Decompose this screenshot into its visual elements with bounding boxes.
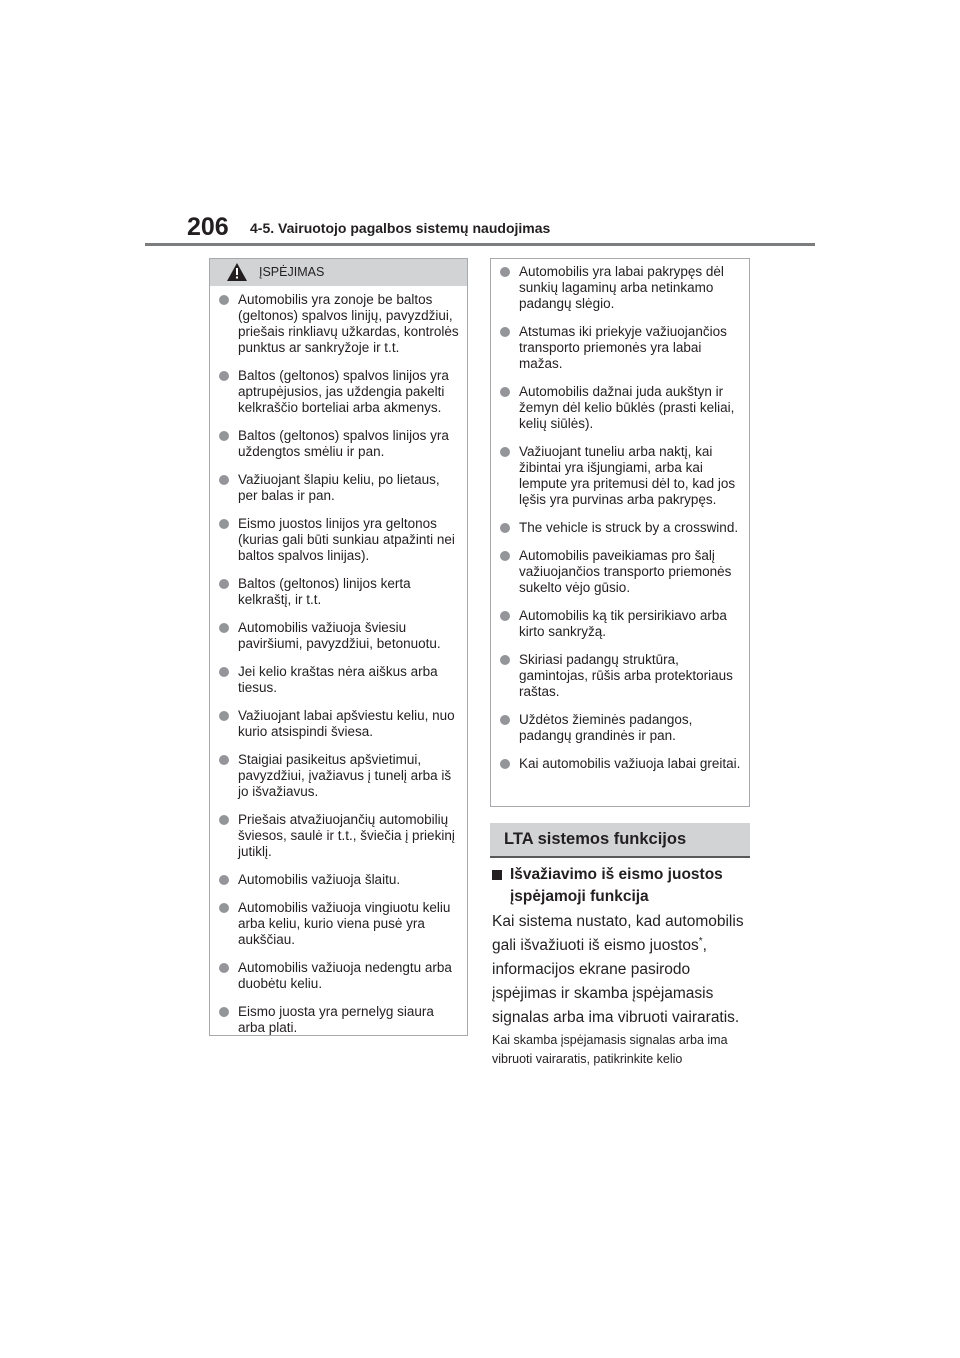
bullet-icon [219, 371, 229, 381]
bullet-icon [219, 755, 229, 765]
bullet-icon [500, 655, 510, 665]
bullet-icon [500, 523, 510, 533]
bullet-icon [500, 327, 510, 337]
bullet-icon [219, 475, 229, 485]
chapter-title: 4-5. Vairuotojo pagalbos sistemų naudojimas [250, 220, 551, 236]
bullet-icon [219, 579, 229, 589]
list-item: Važiuojant šlapiu keliu, po lietaus, per balas ir pan. [219, 472, 459, 504]
list-item: Automobilis yra zonoje be baltos (geltonos) spalvos linijų, pavyzdžiui, priešais rinkliavų užkardas, kontrolės punktus ar sankryžoje ir t.t. [219, 292, 459, 356]
subheading [492, 864, 750, 908]
subheading-text: Išvažiavimo iš eismo juostos įspėjamoji funkcija [510, 866, 723, 905]
list-item: Baltos (geltonos) linijos kerta kelkraštį, ir t.t. [219, 576, 459, 608]
section-header [490, 823, 750, 858]
list-item: Automobilis važiuoja nedengtu arba duobėtu keliu. [219, 960, 459, 992]
warning-header [210, 259, 467, 286]
list-item: Automobilis yra labai pakrypęs dėl sunkių lagaminų arba netinkamo padangų slėgio. [500, 264, 741, 312]
list-item: Automobilis dažnai juda aukštyn ir žemyn dėl kelio būklės (prasti keliai, kelių siūlės). [500, 384, 741, 432]
bullet-icon [219, 623, 229, 633]
bullet-icon [219, 431, 229, 441]
section-title: LTA sistemos funkcijos [504, 830, 687, 848]
list-item: Automobilis važiuoja šviesiu paviršiumi, pavyzdžiui, betonuotu. [219, 620, 459, 652]
list-item: Skiriasi padangų struktūra, gamintojas, rūšis arba protektoriaus raštas. [500, 652, 741, 700]
bullet-icon [500, 715, 510, 725]
list-item: Priešais atvažiuojančių automobilių šviesos, saulė ir t.t., šviečia į priekinį jutiklį. [219, 812, 459, 860]
list-item: Atstumas iki priekyje važiuojančios transporto priemonės yra labai mažas. [500, 324, 741, 372]
list-item: Važiuojant tuneliu arba naktį, kai žibintai yra išjungiami, arba kai lempute yra pritemusi dėl to, kad jos lęšis yra purvinas arba pakrypęs. [500, 444, 741, 508]
list-item: Važiuojant labai apšviestu keliu, nuo kurio atsispindi šviesa. [219, 708, 459, 740]
bullet-icon [500, 267, 510, 277]
list-item: The vehicle is struck by a crosswind. [500, 520, 741, 536]
note-paragraph: Kai skamba įspėjamasis signalas arba ima vibruoti vairaratis, patikrinkite kelio [492, 1033, 728, 1066]
bullet-icon [219, 963, 229, 973]
warning-title: ĮSPĖJIMAS [259, 265, 325, 279]
body-paragraph: Kai sistema nustato, kad automobilis gali išvažiuoti iš eismo juostos*, informacijos ekrane pasirodo įspėjimas ir skamba įspėjamasis signalas arba ima vibruoti vairaratis. [492, 913, 744, 1026]
page-header [145, 0, 815, 245]
list-item: Baltos (geltonos) spalvos linijos yra aptrupėjusios, jas uždengia pakelti kelkraščio borteliai arba akmenys. [219, 368, 459, 416]
list-item: Eismo juostos linijos yra geltonos (kurias gali būti sunkiau atpažinti nei baltos spalvos linijas). [219, 516, 459, 564]
bullet-icon [219, 875, 229, 885]
list-item: Staigiai pasikeitus apšvietimui, pavyzdžiui, įvažiavus į tunelį arba iš jo išvažiavus. [219, 752, 459, 800]
list-item: Automobilis paveikiamas pro šalį važiuojančios transporto priemonės sukelto vėjo gūsio. [500, 548, 741, 596]
list-item: Uždėtos žieminės padangos, padangų grandinės ir pan. [500, 712, 741, 744]
bullet-icon [219, 903, 229, 913]
warning-box [209, 258, 468, 1036]
bullet-icon [219, 667, 229, 677]
warning-box-continued [490, 258, 750, 807]
list-item: Automobilis ką tik persirikiavo arba kirto sankryžą. [500, 608, 741, 640]
warning-list-continued [491, 259, 749, 772]
bullet-icon [219, 815, 229, 825]
list-item: Eismo juosta yra pernelyg siaura arba plati. [219, 1004, 459, 1036]
list-item: Automobilis važiuoja vingiuotu keliu arba keliu, kurio viena pusė yra aukščiau. [219, 900, 459, 948]
warning-list [210, 286, 467, 1036]
list-item: Automobilis važiuoja šlaitu. [219, 872, 459, 888]
bullet-icon [500, 611, 510, 621]
list-item: Baltos (geltonos) spalvos linijos yra uždengtos smėliu ir pan. [219, 428, 459, 460]
square-bullet-icon [492, 870, 502, 880]
bullet-icon [219, 295, 229, 305]
bullet-icon [500, 551, 510, 561]
bullet-icon [219, 1007, 229, 1017]
bullet-icon [500, 759, 510, 769]
header-divider [145, 243, 815, 246]
bullet-icon [500, 447, 510, 457]
page-number: 206 [187, 213, 229, 241]
bullet-icon [219, 519, 229, 529]
bullet-icon [500, 387, 510, 397]
list-item: Jei kelio kraštas nėra aiškus arba tiesus. [219, 664, 459, 696]
bullet-icon [219, 711, 229, 721]
list-item: Kai automobilis važiuoja labai greitai. [500, 756, 741, 772]
footnote-marker: * [698, 935, 703, 947]
warning-triangle-icon [227, 263, 247, 281]
